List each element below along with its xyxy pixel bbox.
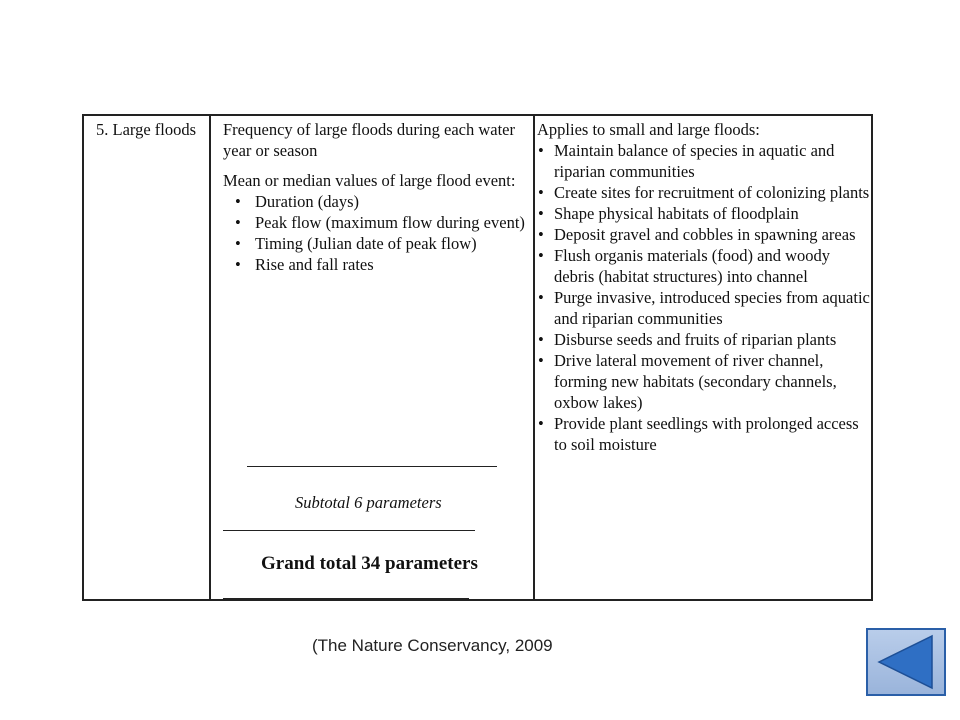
list-item: • Purge invasive, introduced species from aquatic and riparian communities (537, 287, 873, 329)
list-item: • Timing (Julian date of peak flow) (223, 233, 533, 254)
list-item: • Peak flow (maximum flow during event) (223, 212, 533, 233)
list-item: • Disburse seeds and fruits of riparian plants (537, 329, 873, 350)
separator-line (223, 598, 469, 600)
back-arrow-icon (868, 630, 944, 694)
parameters-table (82, 114, 873, 601)
list-item: • Flush organis materials (food) and woody debris (habitat structures) into channel (537, 245, 873, 287)
back-button[interactable] (866, 628, 946, 696)
mean-values-text: Mean or median values of large flood event: (223, 171, 516, 190)
ecosystem-list (537, 140, 873, 455)
parameter-list (223, 191, 533, 275)
category-cell (84, 116, 210, 599)
list-item: • Drive lateral movement of river channel, forming new habitats (secondary channels, oxbow lakes) (537, 350, 873, 413)
grand-total-text: Grand total 34 parameters (261, 553, 478, 574)
list-item: • Shape physical habitats of floodplain (537, 203, 873, 224)
list-item: • Maintain balance of species in aquatic and riparian communities (537, 140, 873, 182)
separator-line (223, 530, 475, 531)
ecosystem-role-cell (535, 116, 873, 599)
list-item: • Rise and fall rates (223, 254, 533, 275)
citation-text: (The Nature Conservancy, 2009 (312, 636, 553, 655)
frequency-text: Frequency of large floods during each water year or season (223, 120, 516, 160)
category-label: 5. Large floods (96, 120, 197, 139)
separator-line (247, 466, 497, 467)
list-item: • Create sites for recruitment of colonizing plants (537, 182, 873, 203)
list-item: • Provide plant seedlings with prolonged access to soil moisture (537, 413, 873, 455)
parameters-cell (211, 116, 533, 599)
ecosystem-heading: Applies to small and large floods: (537, 120, 760, 139)
list-item: • Duration (days) (223, 191, 533, 212)
list-item: • Deposit gravel and cobbles in spawning areas (537, 224, 873, 245)
subtotal-text: Subtotal 6 parameters (295, 493, 442, 512)
